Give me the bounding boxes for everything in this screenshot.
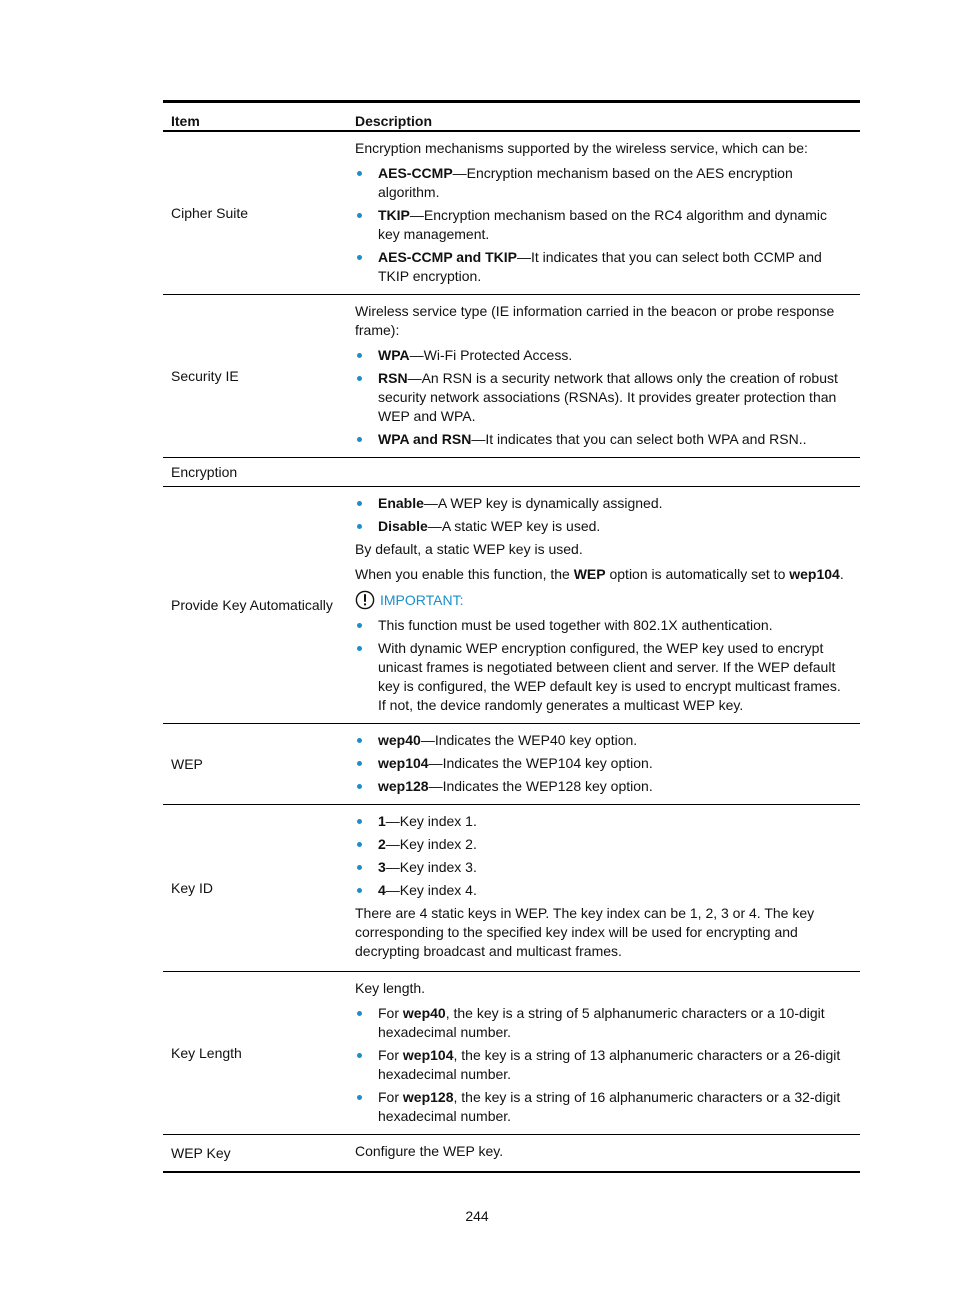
term: AES-CCMP — [378, 165, 453, 181]
page-number: 244 — [465, 1208, 489, 1224]
term-description: , the key is a string of 5 alphanumeric characters or a 10-digit hexadecimal number. — [378, 1005, 825, 1040]
term-description: —Indicates the WEP128 key option. — [428, 778, 653, 794]
prefix: For — [378, 1089, 403, 1105]
term-description: —It indicates that you can select both WPA and RSN.. — [471, 431, 807, 447]
row-item-security-ie: Security IE — [171, 367, 239, 384]
list-item — [355, 369, 852, 426]
list-item: This function must be used together with 802.1X authentication. — [355, 616, 852, 635]
row-description — [347, 295, 860, 458]
term: RSN — [378, 370, 408, 386]
term: 3 — [378, 859, 386, 875]
list-item — [355, 1004, 852, 1042]
term: wep128 — [402, 1089, 454, 1105]
list-item — [355, 881, 852, 900]
table-row — [163, 131, 860, 295]
term-description: —Key index 2. — [385, 836, 477, 852]
row-description — [347, 1135, 860, 1173]
list-item — [355, 858, 852, 877]
description-text: Configure the WEP key. — [355, 1143, 504, 1159]
term-description: —An RSN is a security network that allows only the creation of robust security network associations (RSNAs). It provides greater protection than WEP and WPA. — [378, 370, 838, 424]
bullet-list — [355, 346, 852, 449]
intro-text: Wireless service type (IE information carried in the beacon or probe response frame): — [355, 303, 835, 338]
row-item-key-id: Key ID — [171, 879, 214, 896]
exclamation-circle-icon — [355, 590, 375, 610]
row-item-encryption: Encryption — [171, 463, 238, 480]
table-row — [163, 805, 860, 972]
table-row — [163, 295, 860, 458]
list-item — [355, 777, 852, 796]
term-description: —Key index 1. — [385, 813, 477, 829]
list-item — [355, 494, 852, 513]
term: wep40 — [378, 732, 421, 748]
list-item — [355, 248, 852, 286]
term-description: , the key is a string of 13 alphanumeric characters or a 26-digit hexadecimal number. — [378, 1047, 841, 1082]
header-item: Item — [171, 113, 200, 129]
term-description: —Encryption mechanism based on the RC4 algorithm and dynamic key management. — [378, 207, 827, 242]
row-description — [347, 487, 860, 724]
enable-pre: When you enable this function, the — [355, 566, 574, 582]
intro-text: Key length. — [355, 980, 426, 996]
row-item-wep: WEP — [171, 755, 203, 772]
term-description: , the key is a string of 16 alphanumeric characters or a 32-digit hexadecimal number. — [378, 1089, 841, 1124]
term-description: —Wi-Fi Protected Access. — [409, 347, 573, 363]
term: 2 — [378, 836, 386, 852]
term-description: —A WEP key is dynamically assigned. — [423, 495, 663, 511]
table-header-row — [163, 102, 860, 132]
term-description: —Indicates the WEP40 key option. — [420, 732, 638, 748]
list-item: With dynamic WEP encryption configured, the WEP key used to encrypt unicast frames is negotiated between client and server. If the WEP default key is configured, the WEP default key is used to encrypt multicast frames. If not, the device randomly generates a multicast WEP key. — [355, 639, 852, 715]
table-row — [163, 724, 860, 805]
bullet-list — [355, 812, 852, 900]
table-row — [163, 458, 860, 487]
term: TKIP — [378, 207, 410, 223]
list-item — [355, 430, 852, 449]
bullet-list — [355, 1004, 852, 1126]
list-item — [355, 206, 852, 244]
term: Enable — [378, 495, 424, 511]
term-description: —It indicates that you can select both CCMP and TKIP encryption. — [378, 249, 822, 284]
key-id-note: There are 4 static keys in WEP. The key index can be 1, 2, 3 or 4. The key corresponding to the specified key index will be used for encrypting and decrypting broadcast and multicast frames. — [355, 905, 815, 959]
list-item — [355, 731, 852, 750]
list-item — [355, 835, 852, 854]
bullet-list — [355, 731, 852, 796]
row-item-cipher-suite: Cipher Suite — [171, 204, 249, 221]
row-item-wep-key: WEP Key — [171, 1144, 231, 1161]
term-description: —A static WEP key is used. — [427, 518, 601, 534]
term: wep104 — [402, 1047, 454, 1063]
list-item — [355, 754, 852, 773]
list-item — [355, 346, 852, 365]
term: WPA — [378, 347, 410, 363]
term: WPA and RSN — [378, 431, 472, 447]
enable-term-wep104: wep104 — [789, 566, 840, 582]
header-description: Description — [355, 113, 433, 129]
term-description: —Key index 3. — [385, 859, 477, 875]
enable-term-wep: WEP — [573, 566, 606, 582]
default-text: By default, a static WEP key is used. — [355, 541, 583, 557]
enable-text — [355, 565, 852, 584]
enable-post: . — [839, 566, 844, 582]
term: wep104 — [378, 755, 429, 771]
term: 4 — [378, 882, 386, 898]
table-row — [163, 1135, 860, 1173]
term: Disable — [378, 518, 428, 534]
term: AES-CCMP and TKIP — [378, 249, 517, 265]
row-description — [347, 805, 860, 972]
term-description: —Key index 4. — [385, 882, 477, 898]
row-description — [347, 972, 860, 1135]
bullet-list — [355, 494, 852, 536]
bullet-list — [355, 164, 852, 286]
row-item-provide-key: Provide Key Automatically — [171, 596, 333, 613]
list-item — [355, 164, 852, 202]
list-item — [355, 517, 852, 536]
list-item — [355, 1088, 852, 1126]
row-description — [347, 724, 860, 805]
term-description: —Encryption mechanism based on the AES encryption algorithm. — [378, 165, 793, 200]
term: 1 — [378, 813, 386, 829]
row-description — [347, 131, 860, 295]
enable-mid: option is automatically set to — [605, 566, 790, 582]
prefix: For — [378, 1047, 403, 1063]
table-row — [163, 487, 860, 724]
parameter-table — [163, 100, 860, 1173]
important-label: IMPORTANT: — [380, 591, 464, 608]
term-description: —Indicates the WEP104 key option. — [428, 755, 653, 771]
term: wep128 — [378, 778, 429, 794]
intro-text: Encryption mechanisms supported by the wireless service, which can be: — [355, 140, 808, 156]
term: wep40 — [402, 1005, 446, 1021]
important-callout — [355, 590, 852, 610]
row-description-empty — [347, 458, 860, 487]
list-item — [355, 812, 852, 831]
row-item-key-length: Key Length — [171, 1044, 242, 1061]
table-row — [163, 972, 860, 1135]
note-list — [355, 616, 852, 715]
prefix: For — [378, 1005, 403, 1021]
list-item — [355, 1046, 852, 1084]
